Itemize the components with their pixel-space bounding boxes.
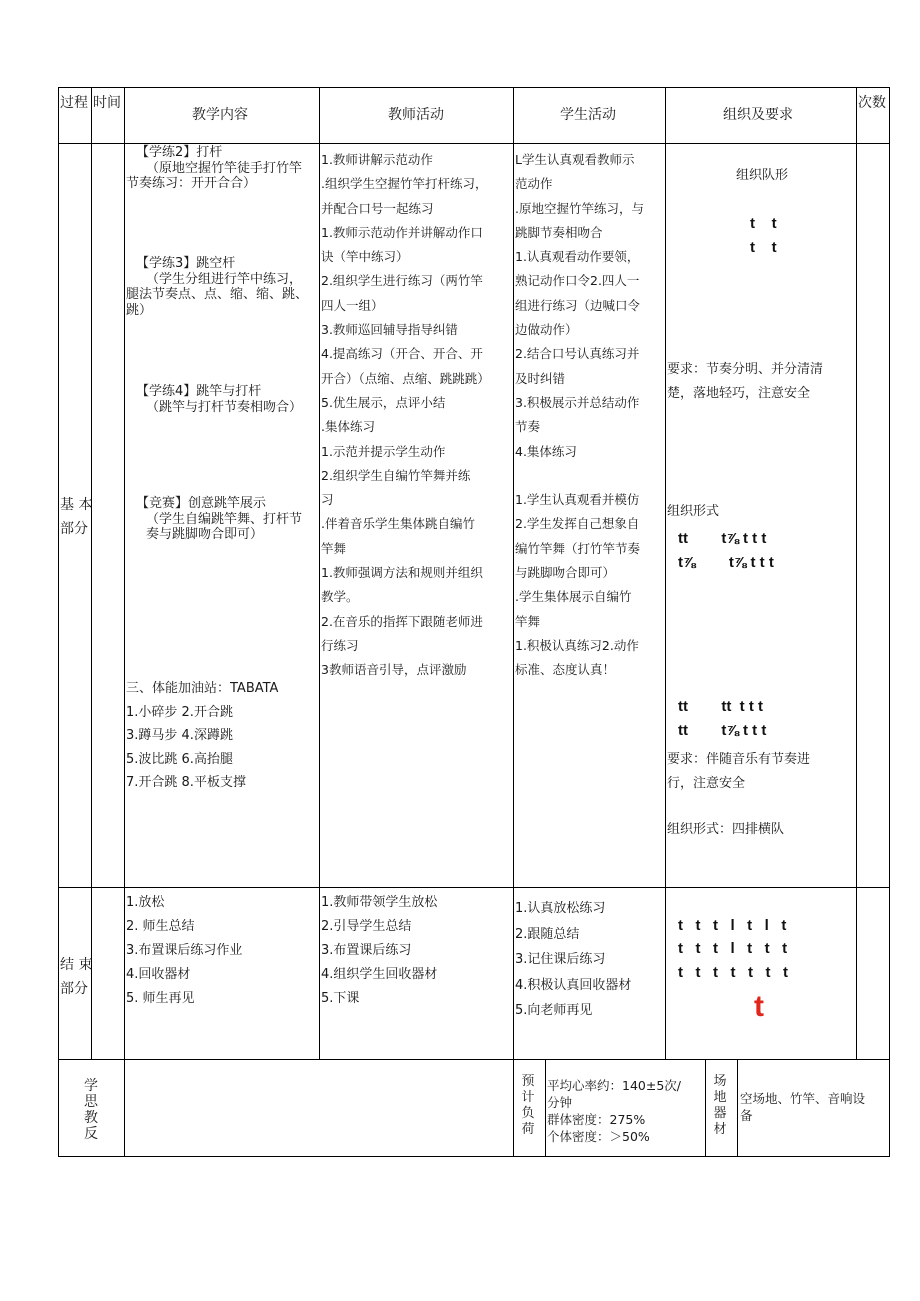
venue-line: 备 xyxy=(740,1108,753,1123)
drill3-line: 跳） xyxy=(126,302,153,318)
teacher-activity-line: 4.提高练习（开合、开合、开 xyxy=(321,346,483,362)
end-content xyxy=(126,891,242,1011)
teacher-activity-line: 1.示范并提示学生动作 xyxy=(321,443,446,459)
teacher-activity-line: 2.组织学生进行练习（两竹竿 xyxy=(321,273,483,289)
load-label: 预计负荷 xyxy=(521,1074,535,1137)
basic-label-2: 部分 xyxy=(60,521,88,537)
teacher-activity-line: 2.组织学生自编竹竿舞并练 xyxy=(321,467,471,483)
end-teacher-line: 3.布置课后练习 xyxy=(321,943,412,958)
formation-row: tt t⅞ t t t xyxy=(678,722,767,739)
header-process: 过程 xyxy=(60,95,88,111)
basic-teacher-activities xyxy=(321,148,490,683)
formation-row: t t xyxy=(750,239,777,256)
tabata-line: 3.蹲马步 4.深蹲跳 xyxy=(126,728,233,743)
basic-student-activities xyxy=(515,148,644,683)
requirement-line: 楚，落地轻巧，注意安全 xyxy=(667,386,811,401)
end-teacher-line: 4.组织学生回收器材 xyxy=(321,967,438,982)
header-teacher: 教师活动 xyxy=(388,107,444,123)
requirement-line: 要求：伴随音乐有节奏进 xyxy=(667,752,811,767)
org-requirement-2 xyxy=(667,748,810,796)
student-activity-line: 跳脚节奏相吻合 xyxy=(515,224,603,240)
drill3-line: （学生分组进行竿中练习， xyxy=(146,271,303,287)
drill2-block xyxy=(126,145,302,192)
org-form-2: 组织形式：四排横队 xyxy=(667,822,785,837)
load-line: 群体密度：275% xyxy=(547,1112,646,1127)
teacher-activity-line: 诀（竿中练习） xyxy=(321,249,409,265)
contest-block xyxy=(126,496,302,543)
venue-line: 空场地、竹竿、音响设 xyxy=(740,1091,866,1106)
drill3-block xyxy=(126,256,308,318)
teacher-activity-line: 2.在音乐的指挥下跟随老师进 xyxy=(321,613,483,629)
load-line: 个体密度：＞50% xyxy=(547,1129,650,1144)
requirement-line: 行，注意安全 xyxy=(667,776,746,791)
tabata-block xyxy=(126,677,278,795)
end-teacher-activities xyxy=(321,891,437,1011)
end-student-line: 5.向老师再见 xyxy=(515,1003,593,1018)
student-activity-line: 1.认真观看动作要领， xyxy=(515,249,640,265)
end-student-line: 2.跟随总结 xyxy=(515,926,580,942)
end-content-line: 3.布置课后练习作业 xyxy=(126,943,243,958)
teacher-activity-line: 并配合口号一起练习 xyxy=(321,200,434,216)
student-activity-line xyxy=(515,464,644,488)
header-organization: 组织及要求 xyxy=(723,107,793,123)
contest-line: （学生自编跳竿舞、打杆节 xyxy=(146,511,303,527)
end-label-2: 部分 xyxy=(60,981,88,997)
teacher-activity-line: 开合）（点缩、点缩、跳跳跳） xyxy=(321,370,490,386)
drill3-title: 【学练3】跳空杆 xyxy=(136,256,236,271)
drill2-line: 节奏练习：开开合合） xyxy=(126,176,257,191)
drill4-title: 【学练4】跳竿与打杆 xyxy=(136,384,262,399)
teacher-activity-line: 四人一组） xyxy=(321,297,384,313)
drill3-line: 腿法节奏点、点、缩、缩、跳、 xyxy=(126,287,309,302)
reflection-label: 学思教反 xyxy=(84,1078,98,1142)
formation-row: tt t⅞ t t t xyxy=(678,530,767,547)
teacher-activity-line: .伴着音乐学生集体跳自编竹 xyxy=(321,516,475,532)
student-activity-line: 标准、态度认真！ xyxy=(515,662,616,678)
load-line: 分钟 xyxy=(547,1095,573,1110)
end-label-1: 结 束 xyxy=(60,957,93,973)
teacher-activity-line: 习 xyxy=(321,492,334,508)
teacher-activity-line: .组织学生空握竹竿打杆练习， xyxy=(321,176,488,192)
student-activity-line: 及时纠错 xyxy=(515,370,566,386)
org-formation-title: 组织队形 xyxy=(736,168,789,183)
end-content-line: 2. 师生总结 xyxy=(126,919,195,934)
student-activity-line: 2.学生发挥自己想象自 xyxy=(515,516,640,532)
header-time: 时间 xyxy=(93,95,121,111)
teacher-activity-line: 3.教师巡回辅导指导纠错 xyxy=(321,322,458,338)
end-content-line: 1.放松 xyxy=(126,895,165,910)
teacher-activity-line: 行练习 xyxy=(321,637,359,653)
end-teacher-line: 5.下课 xyxy=(321,991,360,1006)
student-activity-line: 编竹竿舞（打竹竿节奏 xyxy=(515,540,641,556)
basic-label-1: 基 本 xyxy=(60,497,93,513)
teacher-activity-line: .集体练习 xyxy=(321,419,375,435)
student-activity-line: 2.结合口号认真练习并 xyxy=(515,346,640,362)
contest-line: 奏与跳脚吻合即可） xyxy=(146,527,264,542)
header-count: 次数 xyxy=(858,95,886,111)
end-teacher-line: 2.引导学生总结 xyxy=(321,919,412,934)
org-requirement-1 xyxy=(667,358,823,406)
end-teacher-line: 1.教师带领学生放松 xyxy=(321,895,438,910)
teacher-activity-line: 教学。 xyxy=(321,589,359,605)
end-student-line: 4.积极认真回收器材 xyxy=(515,977,632,993)
end-student-line: 3.记住课后练习 xyxy=(515,952,606,967)
student-activity-line: 与跳脚吻合即可） xyxy=(515,565,616,581)
student-activity-line: 1.积极认真练习2.动作 xyxy=(515,637,639,653)
teacher-position-mark: t xyxy=(754,990,764,1023)
venue-label: 场地器材 xyxy=(713,1074,727,1137)
venue-details xyxy=(740,1090,865,1124)
teacher-activity-line: 1.教师讲解示范动作 xyxy=(321,152,433,167)
drill2-line: （原地空握竹竿徒手打竹竿 xyxy=(146,160,303,176)
student-activity-line: .学生集体展示自编竹 xyxy=(515,589,632,605)
drill4-line: （跳竿与打杆节奏相吻合） xyxy=(146,399,303,415)
end-content-line: 5. 师生再见 xyxy=(126,991,195,1006)
student-activity-line: 4.集体练习 xyxy=(515,443,577,459)
formation-row: t t t l t l t xyxy=(678,917,787,934)
student-activity-line: 范动作 xyxy=(515,176,553,192)
tabata-line: 5.波比跳 6.高抬腿 xyxy=(126,751,233,767)
teacher-activity-line: 3教师语音引导，点评激励 xyxy=(321,662,467,678)
formation-row: t⅞ t⅞ t t t xyxy=(678,554,774,571)
drill4-block xyxy=(126,384,302,415)
teacher-activity-line: 5.优生展示，点评小结 xyxy=(321,394,446,410)
student-activity-line: 边做动作） xyxy=(515,322,578,338)
teacher-activity-line: 竿舞 xyxy=(321,540,347,556)
end-student-line: 1.认真放松练习 xyxy=(515,901,606,916)
teacher-activity-line: 1.教师示范动作并讲解动作口 xyxy=(321,224,483,240)
formation-row: t t t t t t t xyxy=(678,964,788,981)
end-student-activities xyxy=(515,896,631,1024)
formation-row: tt tt t t t xyxy=(678,698,763,715)
student-activity-line: 熟记动作口令2.四人一 xyxy=(515,273,640,289)
org-form-title: 组织形式 xyxy=(667,504,720,519)
header-student: 学生活动 xyxy=(560,107,616,123)
requirement-line: 要求：节奏分明、并分清清 xyxy=(667,362,824,377)
load-details xyxy=(547,1077,681,1145)
student-activity-line: 竿舞 xyxy=(515,613,541,629)
header-content: 教学内容 xyxy=(192,107,248,123)
student-activity-line: 3.积极展示并总结动作 xyxy=(515,394,640,410)
formation-row: t t xyxy=(750,215,777,232)
tabata-line: 1.小碎步 2.开合跳 xyxy=(126,704,233,720)
contest-title: 【竞赛】创意跳竿展示 xyxy=(136,496,267,511)
load-line: 平均心率约：140±5次/ xyxy=(547,1078,681,1093)
student-activity-line: .原地空握竹竿练习，与 xyxy=(515,200,644,216)
tabata-line: 7.开合跳 8.平板支撑 xyxy=(126,775,246,790)
student-activity-line: 1.学生认真观看并模仿 xyxy=(515,492,640,508)
formation-row: t t t l t t t xyxy=(678,940,788,957)
student-activity-line: L学生认真观看教师示 xyxy=(515,152,635,167)
student-activity-line: 组进行练习（边喊口令 xyxy=(515,297,641,313)
drill2-title: 【学练2】打杆 xyxy=(136,145,223,160)
tabata-title: 三、体能加油站：TABATA xyxy=(126,681,279,696)
student-activity-line: 节奏 xyxy=(515,419,541,435)
end-content-line: 4.回收器材 xyxy=(126,967,191,982)
teacher-activity-line: 1.教师强调方法和规则并组织 xyxy=(321,565,483,581)
